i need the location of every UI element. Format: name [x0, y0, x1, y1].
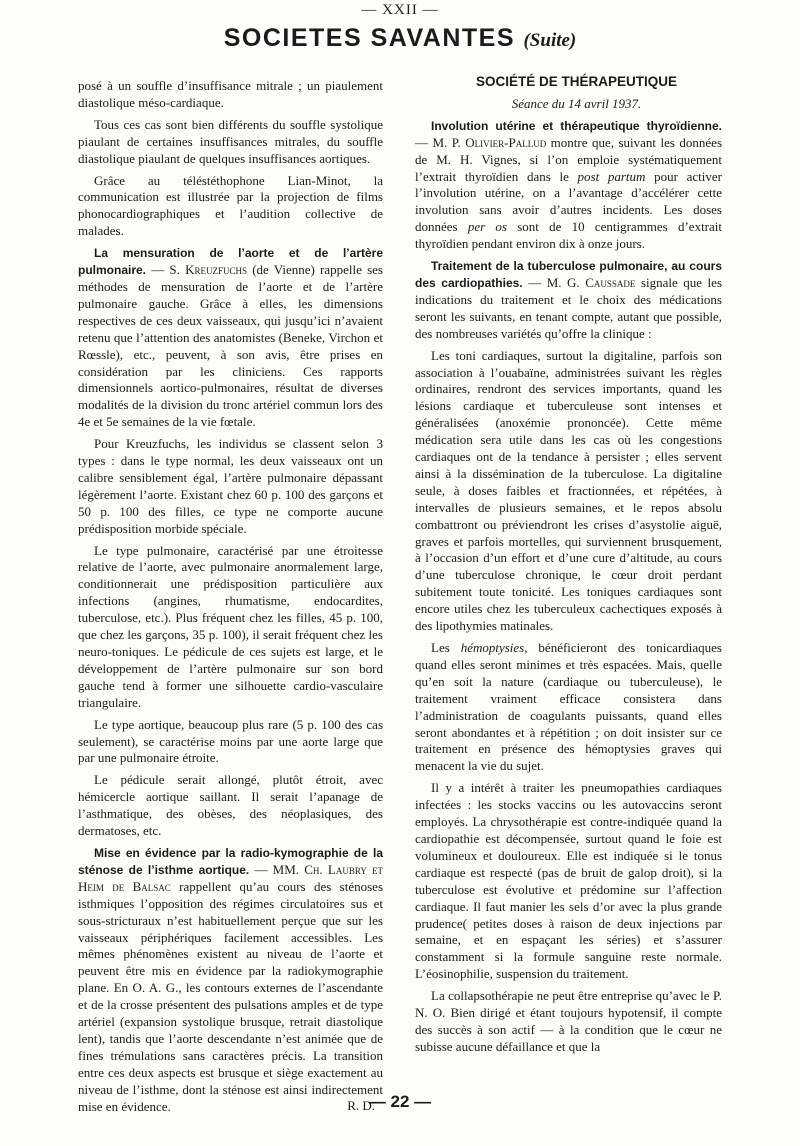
- paragraph: Le pédicule serait allongé, plutôt étroit, avec hémicercle aortique saillant. Il serait l’apanage de l’asthmatique, des obèses, des néoplasiques, des dermatoses, etc.: [78, 772, 383, 839]
- paragraph: posé à un souffle d’insuffisance mitrale ; un piaulement diastolique méso-cardiaque.: [78, 78, 383, 110]
- article-tuberculosis-treatment: [415, 258, 722, 343]
- article-text: sont de 10 centigrammes d’extrait thyroïdien pendant environ dix à onze jours.: [415, 219, 723, 252]
- roman-page-number: — XXII —: [361, 2, 439, 18]
- article-text: (de Vienne) rappelle ses méthodes de mensuration de l’aorte et de l’artère pulmonaire gauche. Grâce à elles, les dimensions respectives de ces deux vaisseaux, qui jusqu’ici n’avaient retenu que l’attention des anatomistes (Beneke, Virchon et Rœssle), etc., peuvent, à son avis, être prises en considération par les cliniciens. Ces rapports dimensionnels aortico-pulmonaires, résultat de diverses modalités de la division du tronc artériel commun lors des 4e et 5e semaines de la vie fœtale.: [78, 262, 383, 430]
- article-author: — M. P. Olivier-Pallud: [415, 134, 547, 150]
- article-author: — S. Kreuzfuchs: [151, 262, 247, 278]
- emphasized-term: hémoptysies: [460, 640, 525, 655]
- latin-term: per os: [467, 219, 507, 235]
- article-text: montre que, suivant les données de M. H. Vignes, si l’on emploie systématiquement l’extrait thyroïdien dans le: [415, 134, 723, 184]
- paragraph: Le type pulmonaire, caractérisé par une étroitesse relative de l’aorte, avec pulmonaire anormalement large, conditionnerait une prédisposition particulière aux infections (angines, rhumatisme, endocardites, tuberculose, etc.). Plus fréquent chez les filles, 45 p. 100, que chez les garçons, 35 p. 100), il serait fréquent chez les neuro-toniques. Le pédicule de ces sujets est large, et le développement de l’artère pulmonaire sur son bord gauche tend à former une silhouette cardio-vasculaire triangulaire.: [78, 542, 383, 710]
- article-author: — M. G. Caussade: [528, 274, 636, 290]
- article-text: signale que les indications du traitement et le choix des médications seront les suivants, en tenant compte, autant que possible, des nombreuses variétés qu’offre la clinique :: [415, 274, 723, 341]
- signature: R. D.: [347, 1098, 375, 1114]
- article-heading: La mensuration de l’aorte et de l’artère pulmonaire.: [78, 246, 383, 278]
- article-heading: Traitement de la tuberculose pulmonaire, au cours des cardiopathies.: [415, 259, 722, 290]
- section-title-suite: (Suite): [523, 30, 577, 51]
- society-title: SOCIÉTÉ DE THÉRAPEUTIQUE: [475, 74, 678, 89]
- article-author: — MM. Ch. Laubry et Heim de Balsac: [78, 861, 384, 894]
- page-number: — 22 —: [368, 1092, 432, 1111]
- paragraph: Pour Kreuzfuchs, les individus se classent selon 3 types : dans le type normal, les deux vaisseaux ont un calibre sensiblement égal, l’artère pulmonaire dépassant légèrement l’aorte. Existant chez 60 p. 100 des garçons et 50 p. 100 des filles, ce type ne comporte aucune prédisposition morbide spéciale.: [78, 436, 383, 536]
- paragraph: Le type aortique, beaucoup plus rare (5 p. 100 des cas seulement), se caractérise moins par une aorte large que par une pulmonaire étroite.: [78, 716, 383, 766]
- right-column: [415, 74, 722, 1061]
- article-aorta-measurement: [78, 245, 383, 431]
- article-text: rappellent qu’au cours des sténoses isthmiques l’opposition des régimes circulatoires sus et sous-stricturaux n’est habituellement perçue que sur les vaisseaux périphériques facilement accessibles. Les mêmes phénomènes existent au niveau de l’aorte et peuvent être mis en évidence par la radiokymographie plane. En O. A. G., les contours externes de l’ascendante et de la crosse présentent des pulsations amples et de type artériel (expansion systolique brusque, retrait diastolique lent), tandis que l’aorte descendante n’est animée que de fines trémulations sans caractères précis. La transition entre ces deux aspects est brusque et siège exactement au niveau de l’isthme, dont la sténose est ainsi indirectement mise en évidence.: [78, 878, 384, 1114]
- article-thyroid-involution: [415, 118, 722, 253]
- article-heading: Mise en évidence par la radio-kymographie de la sténose de l’isthme aortique.: [78, 845, 383, 877]
- paragraph-text: , bénéficieront des tonicardiaques quand elles seront minimes et très espacées. Mais, quelle qu’en soit la nature (cardiaque ou tuberculeuse), le traitement vraiment efficace consistera dans l’administration de coagulants puissants, quand elles seront abondantes et à répétition ; on doit insister sur ce traitement en présence des hémoptysies graves qui menacent la vie du sujet.: [415, 640, 722, 774]
- paragraph: Il y a intérêt à traiter les pneumopathies cardiaques infectées : les stocks vaccins ou les autovaccins seront employés. La chrysothérapie est contre-indiquée quand la cardiopathie est décompensée, surtout quand le foie est volumineux et douloureux. Elle est indiquée si le tonus cardiaque est respecté (pas de bruit de galop droit), si la tuberculose est évolutive et prédomine sur l’affection cardiaque. Il faut manier les sels d’or avec la plus grande prudence( petites doses à raison de deux injections par semaine, et en espaçant les séries) et s’assurer constamment si la formule sanguine reste normale. L’éosinophilie, suspension du traitement.: [415, 780, 722, 982]
- paragraph-hemoptysis: [415, 640, 722, 775]
- paragraph: Les toni cardiaques, surtout la digitaline, parfois son association à l’ouabaïne, administrées suivant les règles ordinaires, rendront des services importants, quand les lésions cardiaque et tuberculeuse sont intenses et généralisées (anoxémie prononcée). Cette même médication sera utile dans les cas où les congestions cardiaques ont de la tendance à persister ; elles servent ainsi à la dissémination de la tuberculose. La digitaline seule, à doses faibles et fractionnées, et répétées, à intervalles de plusieurs semaines, et le repos absolu combattront ou préviendront les crises d’asystolie aiguë, graves et parfois mortelles, qui surviennent brusquement, à l’occasion d’un effort et d’une cure d’altitude, au cours d’une tuberculose chronique, le cœur droit perdant subitement toute tonicité. Les toniques cardiaques sont encore utiles chez les tuberculeux cachectiques exposés à des lipothymies matinales.: [415, 347, 722, 634]
- paragraph: Tous ces cas sont bien différents du souffle systolique piaulant de certaines insuffisances mitrales, du souffle diastolique piaulant de quelques insuffisances aortiques.: [78, 116, 383, 166]
- paragraph: La collapsothérapie ne peut être entreprise qu’avec le P. N. O. Bien dirigé et étant toujours hypotensif, il compte des succès à son actif — à la condition que le cœur ne subisse aucune défaillance et que la: [415, 988, 722, 1054]
- section-title: [0, 24, 800, 53]
- paragraph-text: Les: [431, 640, 461, 655]
- article-heading: Involution utérine et thérapeutique thyroïdienne.: [431, 118, 722, 133]
- paragraph: Grâce au téléstéthophone Lian-Minot, la communication est illustrée par la projection de films phonocardiographiques et l’audition collective de malades.: [78, 172, 383, 239]
- session-date: Séance du 14 avril 1937.: [511, 95, 642, 111]
- article-isthmus-stenosis: [78, 845, 383, 1116]
- latin-term: post partum: [577, 168, 646, 184]
- left-column: [78, 78, 383, 1120]
- article-text: pour activer l’involution utérine, on a l’avantage d’accélérer cette involution sans avoir d’autres incidents. Les doses données: [415, 168, 722, 235]
- section-title-text: SOCIETES SAVANTES: [223, 24, 516, 52]
